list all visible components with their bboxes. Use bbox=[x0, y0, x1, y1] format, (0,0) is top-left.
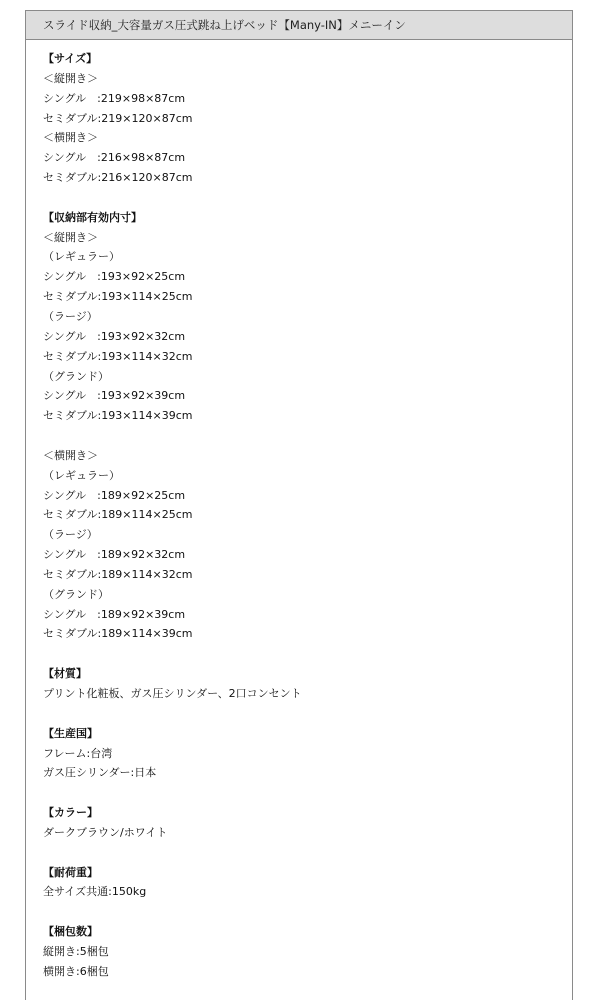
spec-line: セミダブル:189×114×32cm bbox=[43, 567, 193, 581]
spec-line: ダークブラウン/ホワイト bbox=[43, 825, 168, 839]
spec-line: （レギュラー） bbox=[43, 468, 120, 482]
spec-line: セミダブル:216×120×87cm bbox=[43, 171, 193, 185]
spec-line: セミダブル:219×120×87cm bbox=[43, 111, 193, 125]
spec-section-heading: 【梱包数】 bbox=[43, 925, 98, 939]
spec-line: ＜横開き＞ bbox=[43, 131, 98, 145]
spec-line: ＜縦開き＞ bbox=[43, 230, 98, 244]
spec-line: フレーム:台湾 bbox=[43, 746, 113, 760]
spec-line: ＜縦開き＞ bbox=[43, 71, 98, 85]
spec-blank-line bbox=[43, 704, 572, 724]
spec-line: （ラージ） bbox=[43, 309, 98, 323]
spec-section-heading: 【カラー】 bbox=[43, 806, 98, 820]
spec-line: セミダブル:189×114×39cm bbox=[43, 627, 193, 641]
spec-line: シングル :219×98×87cm bbox=[43, 91, 186, 105]
spec-section-heading: 【収納部有効内寸】 bbox=[43, 210, 142, 224]
spec-line: シングル :189×92×25cm bbox=[43, 488, 186, 502]
spec-title: スライド収納_大容量ガス圧式跳ね上げベッド【Many-IN】メニーイン bbox=[43, 18, 406, 32]
spec-blank-line bbox=[43, 644, 572, 664]
spec-line: ガス圧シリンダー:日本 bbox=[43, 766, 157, 780]
spec-blank-line bbox=[43, 902, 572, 922]
spec-blank-line bbox=[43, 843, 572, 863]
spec-section-heading: 【材質】 bbox=[43, 667, 87, 681]
spec-title-bar bbox=[26, 11, 572, 40]
spec-line: （グランド） bbox=[43, 369, 109, 383]
spec-line: 横開き:6梱包 bbox=[43, 964, 109, 978]
spec-line: シングル :189×92×39cm bbox=[43, 607, 186, 621]
spec-line: シングル :193×92×25cm bbox=[43, 270, 186, 284]
spec-line: （ラージ） bbox=[43, 528, 98, 542]
spec-line: 全サイズ共通:150kg bbox=[43, 885, 147, 899]
spec-line: プリント化粧板、ガス圧シリンダー、2口コンセント bbox=[43, 687, 302, 700]
spec-line: セミダブル:189×114×25cm bbox=[43, 508, 193, 522]
spec-line: セミダブル:193×114×39cm bbox=[43, 409, 193, 423]
spec-line: セミダブル:193×114×25cm bbox=[43, 290, 193, 304]
spec-blank-line bbox=[43, 426, 572, 446]
spec-line: シングル :189×92×32cm bbox=[43, 548, 186, 562]
spec-line: ＜横開き＞ bbox=[43, 448, 98, 462]
spec-line: シングル :193×92×39cm bbox=[43, 389, 186, 403]
spec-line: （レギュラー） bbox=[43, 250, 120, 264]
spec-line: シングル :216×98×87cm bbox=[43, 151, 186, 165]
spec-line: （グランド） bbox=[43, 587, 109, 601]
spec-content bbox=[26, 40, 572, 982]
spec-table bbox=[25, 10, 573, 1000]
spec-section-heading: 【生産国】 bbox=[43, 726, 98, 740]
spec-section-heading: 【サイズ】 bbox=[43, 52, 98, 65]
spec-blank-line bbox=[43, 783, 572, 803]
spec-line: セミダブル:193×114×32cm bbox=[43, 349, 193, 363]
spec-section-heading: 【耐荷重】 bbox=[43, 865, 98, 879]
spec-line: シングル :193×92×32cm bbox=[43, 329, 186, 343]
spec-line: 縦開き:5梱包 bbox=[43, 944, 109, 958]
spec-blank-line bbox=[43, 188, 572, 208]
